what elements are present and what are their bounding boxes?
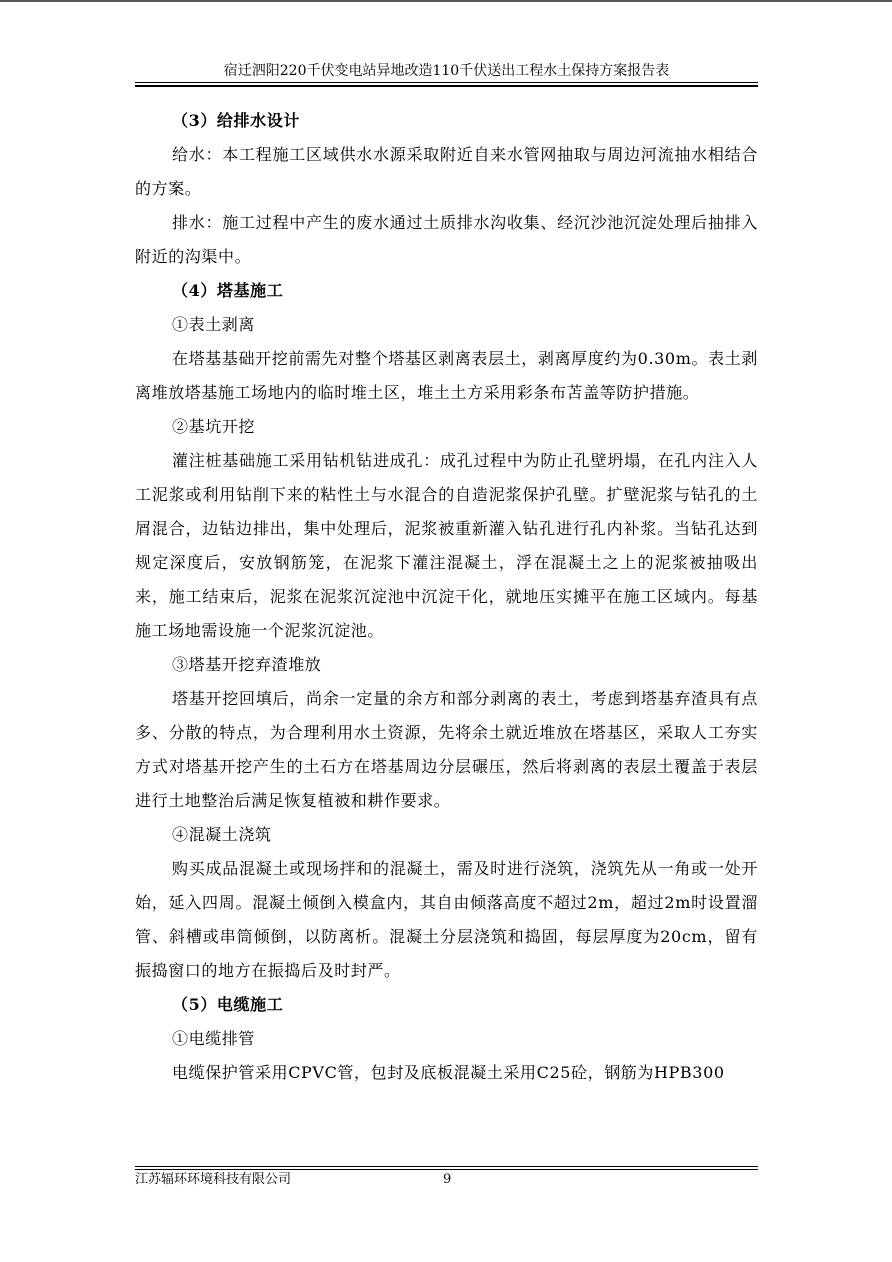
section-heading: （4）塔基施工 xyxy=(172,281,284,300)
page-top-border xyxy=(0,0,892,2)
paragraph: 灌注桩基础施工采用钻机钻进成孔：成孔过程中为防止孔壁坍塌，在孔内注入人工泥浆或利用钻削下来的粘性土与水混合的自造泥浆保护孔壁。扩壁泥浆与钻孔的土屑混合，边钻边排出，集中处理后，泥浆被重新灌入钻孔进行孔内补浆。当钻孔达到规定深度后，安放钢筋笼，在泥浆下灌注混凝土，浮在混凝土之上的泥浆被抽吸出来，施工结束后，泥浆在泥浆沉淀池中沉淀干化，就地压实摊平在施工区域内。每基施工场地需设施一个泥浆沉淀池。 xyxy=(135,451,758,640)
footer-rule xyxy=(135,1166,758,1167)
subheading: ①表土剥离 xyxy=(172,315,256,334)
footer-rule-double xyxy=(135,1169,758,1170)
paragraph: 在塔基基础开挖前需先对整个塔基区剥离表层土，剥离厚度约为0.30m。表土剥离堆放塔基施工场地内的临时堆土区，堆土土方采用彩条布苫盖等防护措施。 xyxy=(135,349,758,402)
paragraph: 给水：本工程施工区域供水水源采取附近自来水管网抽取与周边河流抽水相结合的方案。 xyxy=(135,145,758,198)
paragraph: 购买成品混凝土或现场拌和的混凝土，需及时进行浇筑，浇筑先从一角或一处开始，延入四周。混凝土倾倒入模盒内，其自由倾落高度不超过2m，超过2m时设置溜管、斜槽或串筒倾倒，以防离析。混凝土分层浇筑和捣固，每层厚度为20cm，留有振捣窗口的地方在振捣后及时封严。 xyxy=(135,859,758,980)
header-rule xyxy=(135,82,758,83)
section-heading: （3）给排水设计 xyxy=(172,111,300,130)
section-heading: （5）电缆施工 xyxy=(172,995,284,1014)
paragraph: 塔基开挖回填后，尚余一定量的余方和部分剥离的表土，考虑到塔基弃渣具有点多、分散的特点，为合理利用水土资源，先将余土就近堆放在塔基区，采取人工夯实方式对塔基开挖产生的土石方在塔基周边分层碾压，然后将剥离的表层土覆盖于表层进行土地整治后满足恢复植被和耕作要求。 xyxy=(135,689,758,810)
footer-company: 江苏辐环环境科技有限公司 xyxy=(135,1172,292,1187)
subheading: ④混凝土浇筑 xyxy=(172,825,272,844)
header-rule-thick xyxy=(135,85,758,87)
page-number: 9 xyxy=(443,1172,452,1187)
subheading: ②基坑开挖 xyxy=(172,417,256,436)
subheading: ③塔基开挖弃渣堆放 xyxy=(172,655,322,674)
subheading: ①电缆排管 xyxy=(172,1029,256,1048)
paragraph: 电缆保护管采用CPVC管，包封及底板混凝土采用C25砼，钢筋为HPB300 xyxy=(172,1063,725,1082)
page-header-title: 宿迁泗阳220千伏变电站异地改造110千伏送出工程水土保持方案报告表 xyxy=(223,63,670,79)
paragraph: 排水：施工过程中产生的废水通过土质排水沟收集、经沉沙池沉淀处理后抽排入附近的沟渠中。 xyxy=(135,213,758,266)
document-body xyxy=(135,104,758,1090)
